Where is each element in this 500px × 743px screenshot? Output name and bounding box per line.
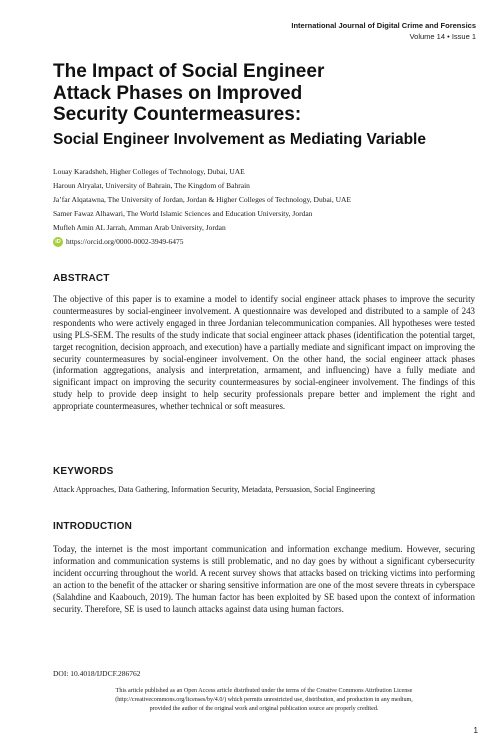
author-line: Louay Karadsheh, Higher Colleges of Technology, Dubai, UAE <box>53 167 245 176</box>
author-line: Mufleh Amin AL Jarrah, Amman Arab University, Jordan <box>53 223 226 232</box>
journal-header <box>291 20 476 42</box>
page-number: 1 <box>473 726 478 735</box>
orcid-url[interactable]: https://orcid.org/0000-0002-3949-6475 <box>66 237 184 246</box>
article-title <box>53 61 478 126</box>
author-line: Haroun Alryalat, University of Bahrain, The Kingdom of Bahrain <box>53 181 250 190</box>
orcid-icon: iD <box>53 237 63 247</box>
keywords-text: Attack Approaches, Data Gathering, Information Security, Metadata, Persuasion, Social Engineering <box>53 485 376 494</box>
license-line: (http://creativecommons.org/licenses/by/4.0/) which permits unrestricted use, distribution, and production in any medium, <box>115 697 413 703</box>
title-line: The Impact of Social Engineer <box>53 61 325 82</box>
abstract-heading: ABSTRACT <box>53 273 110 284</box>
keywords-heading: KEYWORDS <box>53 466 114 477</box>
volume-issue: Volume 14 • Issue 1 <box>409 32 476 41</box>
license-line: provided the author of the original work and original publication source are properly credited. <box>149 706 379 712</box>
author-line: Ja’far Alqatawna, The University of Jordan, Jordan & Higher Colleges of Technology, Dubai, UAE <box>53 195 352 204</box>
abstract-text: The objective of this paper is to examine a model to identify social engineer attack phases to improve the security countermeasures by social-engineer involvement. A questionnaire was developed and distributed to a sample of 243 respondents who were actively engaged in three Jordanian telecommunication companies. All hypotheses were tested using PLS-SEM. The results of the study indicate that social engineer attack phases (identification the potential target, target recognition, decision approach, and execution) have a partially mediate and significant impact on improving the security countermeasures by social-engineer involvement. On the other hand, the social engineer attack phases (information aggregations, analysis and interpretation, armament, and influencing) have a fully mediate and significant impact on improving the security countermeasures by social-engineer involvement. The findings of this study help to provide deep insight to help security professionals prepare better and implement the right and appropriate countermeasures, whether technical or soft measures. <box>53 294 475 412</box>
doi: DOI: 10.4018/IJDCF.286762 <box>53 669 141 678</box>
introduction-heading: INTRODUCTION <box>53 521 133 532</box>
orcid-link[interactable] <box>53 235 478 249</box>
author-list <box>53 165 478 249</box>
license-line: This article published as an Open Access article distributed under the terms of the Creative Commons Attribution License <box>115 688 413 694</box>
title-line: Attack Phases on Improved <box>53 82 303 104</box>
license-notice <box>70 687 458 714</box>
author-line: Samer Fawaz Alhawari, The World Islamic Sciences and Education University, Jordan <box>53 209 313 218</box>
introduction-text: Today, the internet is the most important communication and information exchange medium. However, securing information and communication systems is still problematic, and no day goes by without a significant cybersecurity incident occurring throughout the world. A recent survey shows that attacks based on tricking victims into performing an action to the benefit of the attacker or sharing sensitive information are one of the most severe threats in cyberspace (Salahdine and Kaabouch, 2019). The human factor has been exploited by SE based upon the context of information security. Therefore, SE is used to launch attacks against data using human factors. <box>53 544 475 614</box>
title-block <box>53 61 478 149</box>
journal-name: International Journal of Digital Crime and Forensics <box>291 21 476 30</box>
title-line: Security Countermeasures: <box>53 104 302 125</box>
article-subtitle: Social Engineer Involvement as Mediating Variable <box>53 130 426 148</box>
